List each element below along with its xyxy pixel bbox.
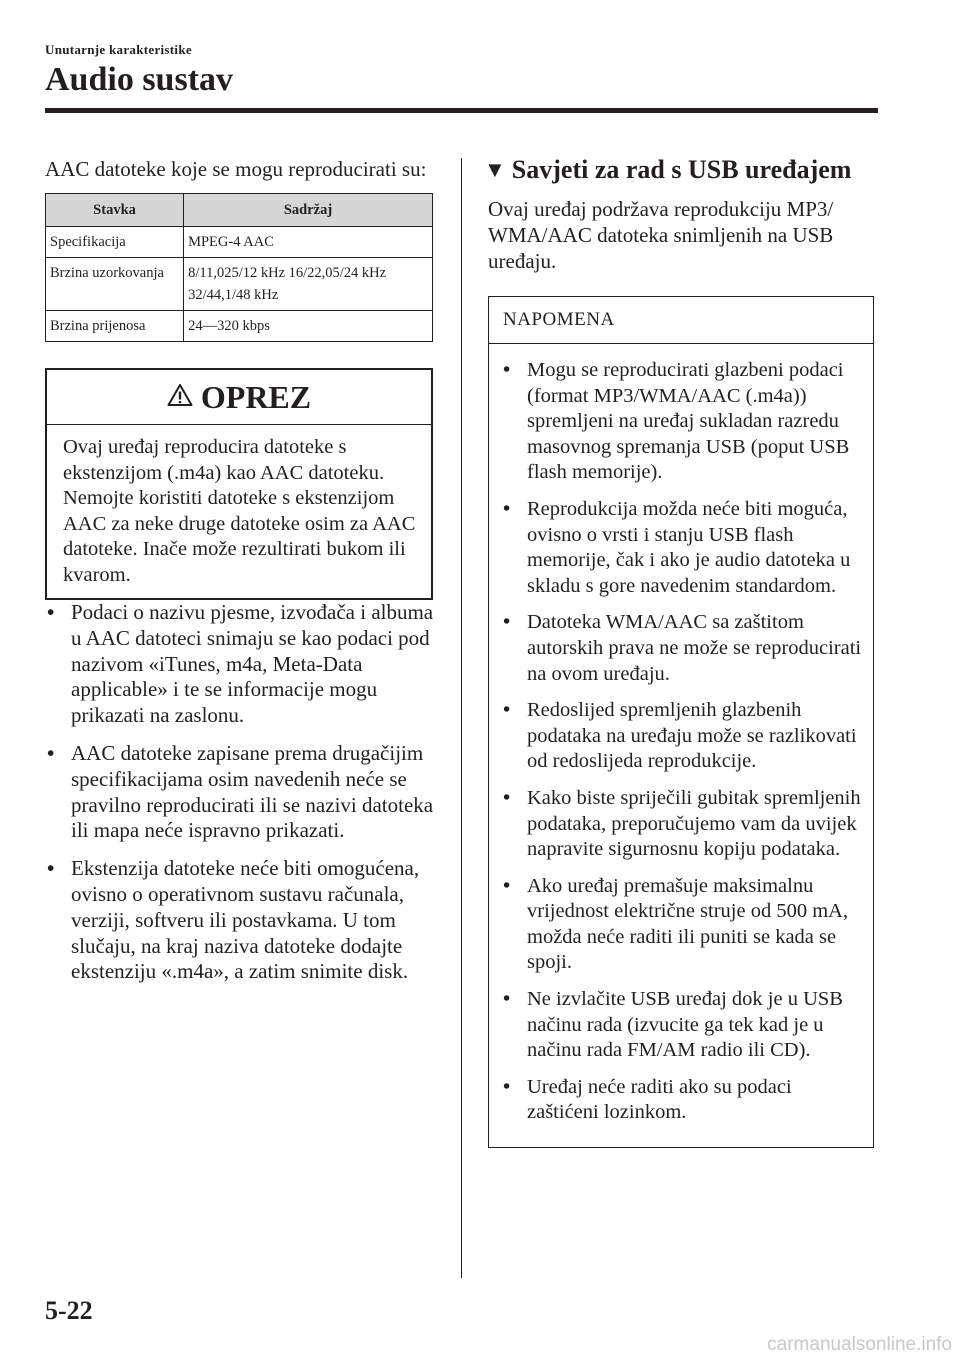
- table-row: [46, 258, 433, 311]
- table-row: [46, 227, 433, 258]
- list-item-text: Reprodukcija možda neće biti moguća, ovisno o vrsti i stanju USB flash memorije, čak i ako je audio datoteka u skladu s gore navedenim standardom.: [527, 497, 851, 597]
- triangle-down-icon: ▼: [484, 157, 506, 182]
- list-item: [501, 987, 863, 1064]
- table-cell: 24―320 kbps: [184, 311, 433, 342]
- note-title: NAPOMENA: [489, 297, 873, 344]
- list-item: [501, 610, 863, 687]
- page-number: 5-22: [45, 1296, 93, 1325]
- list-item: [501, 698, 863, 775]
- bullet-icon: •: [503, 874, 511, 897]
- table-cell: MPEG-4 AAC: [184, 227, 433, 258]
- list-item-text: Podaci o nazivu pjesme, izvođača i albuma u AAC datoteci snimaju se kao podaci pod nazivom «iTunes, m4a, Meta-Data applicable» i te se informacije mogu prikazati na zaslonu.: [71, 600, 434, 728]
- bullet-icon: •: [47, 856, 55, 881]
- list-item: [45, 600, 435, 729]
- list-item: [501, 1075, 863, 1126]
- list-item: [45, 741, 435, 844]
- usb-intro: Ovaj uređaj podržava reprodukciju MP3/ WMA/AAC datoteka snimljenih na USB uređaju.: [488, 197, 834, 273]
- list-item: [501, 358, 863, 486]
- bullet-icon: •: [503, 699, 511, 722]
- list-item-text: Uređaj neće raditi ako su podaci zaštićeni lozinkom.: [527, 1075, 792, 1124]
- bullet-icon: •: [503, 786, 511, 809]
- bullet-icon: •: [47, 740, 55, 765]
- table-cell: Brzina uzorkovanja: [46, 258, 184, 311]
- list-item: [501, 497, 863, 599]
- usb-section-heading: [484, 154, 878, 186]
- title-rule: [45, 108, 878, 113]
- list-item: [501, 786, 863, 863]
- caution-text: Ovaj uređaj reproducira datoteke s ekstenzijom (.m4a) kao AAC datoteku. Nemojte koristiti datoteke s ekstenzijom AAC za neke druge datoteke osim za AAC datoteke. Inače može rezultirati bukom ili kvarom.: [63, 436, 416, 586]
- table-header-content: Sadržaj: [184, 194, 433, 227]
- table-row: [46, 311, 433, 342]
- note-list: [501, 358, 863, 1126]
- bullet-icon: •: [503, 611, 511, 634]
- list-item-text: Ne izvlačite USB uređaj dok je u USB načinu rada (izvucite ga tek kad je u načinu rada FM/AM radio ili CD).: [527, 988, 843, 1062]
- note-body: [489, 344, 873, 1147]
- caution-header: [47, 370, 431, 425]
- warning-triangle-icon: [167, 383, 193, 412]
- bullet-icon: •: [47, 600, 55, 624]
- usb-heading-text: Savjeti za rad s USB uređajem: [511, 155, 852, 184]
- list-item: [45, 856, 435, 985]
- table-cell: Specifikacija: [46, 227, 184, 258]
- list-item-text: Kako biste spriječili gubitak spremljenih podataka, preporučujemo vam da uvijek napravite sigurnosnu kopiju podataka.: [527, 786, 861, 861]
- aac-notes-list: [45, 600, 435, 985]
- watermark: carmanualsonline.info: [767, 1334, 952, 1355]
- bullet-icon: •: [503, 359, 511, 381]
- right-column: [484, 154, 878, 1148]
- aac-intro: AAC datoteke koje se mogu reproducirati su:: [45, 157, 427, 181]
- bullet-icon: •: [503, 988, 511, 1011]
- list-item-text: Ekstenzija datoteke neće biti omogućena, ovisno o operativnom sustavu računala, verziji, softveru ili postavkama. U tom slučaju, na kraj naziva datoteke dodajte ekstenziju «.m4a», a zatim snimite disk.: [71, 856, 420, 984]
- column-divider: [461, 158, 462, 1278]
- note-box: [488, 296, 874, 1148]
- list-item-text: Datoteka WMA/AAC sa zaštitom autorskih prava ne može se reproducirati na ovom uređaju.: [527, 611, 862, 685]
- bullet-icon: •: [503, 1075, 511, 1098]
- list-item: [501, 874, 863, 976]
- list-item-text: AAC datoteke zapisane prema drugačijim specifikacijama osim navedenih neće se pravilno reproducirati ili se nazivi datoteka ili mapa neće ispravno prikazati.: [71, 740, 434, 843]
- list-item-text: Mogu se reproducirati glazbeni podaci (format MP3/WMA/AAC (.m4a)) spremljeni na uređaj sukladan razredu masovnog spremanja USB (poput USB flash memorije).: [527, 359, 850, 484]
- list-item-text: Redoslijed spremljenih glazbenih podataka na uređaju može se razlikovati od redoslijeda reprodukcije.: [527, 699, 857, 773]
- table-header-item: Stavka: [46, 194, 184, 227]
- caution-title: OPREZ: [200, 378, 312, 415]
- table-header-row: [46, 194, 433, 227]
- aac-spec-table: [45, 193, 433, 342]
- list-item-text: Ako uređaj premašuje maksimalnu vrijednost električne struje od 500 mA, možda neće raditi ili puniti se kada se spoji.: [527, 874, 849, 974]
- left-column: [45, 156, 435, 997]
- page-title: Audio sustav: [45, 61, 234, 98]
- table-cell: Brzina prijenosa: [46, 311, 184, 342]
- bullet-icon: •: [503, 497, 511, 520]
- caution-box: [45, 368, 433, 600]
- section-label: Unutarnje karakteristike: [45, 42, 192, 57]
- table-cell: 8/11,025/12 kHz 16/22,05/24 kHz 32/44,1/48 kHz: [184, 258, 433, 311]
